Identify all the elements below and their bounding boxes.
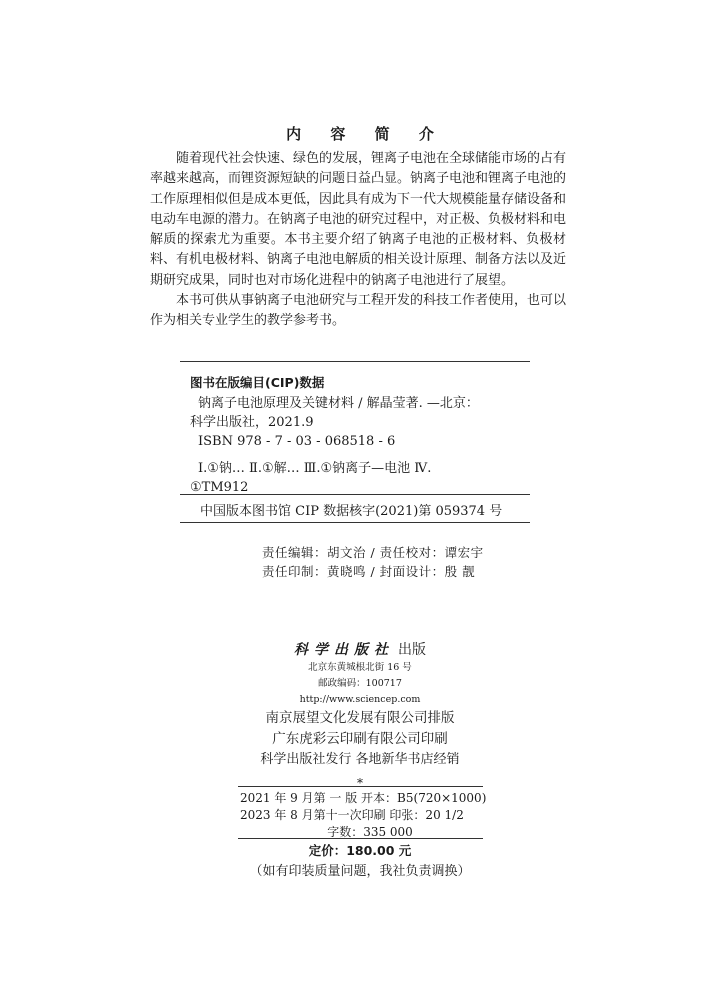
cip-line: ①TM912 bbox=[190, 480, 249, 495]
publisher-address: 北京东黄城根北街 16 号 bbox=[308, 662, 412, 673]
intro-section bbox=[150, 149, 566, 332]
distribution: 科学出版社发行 各地新华书店经销 bbox=[260, 752, 460, 767]
publisher-postcode: 邮政编码：100717 bbox=[318, 678, 402, 689]
edition-info: 2021 年 9 月第 一 版 开本：B5(720×1000) bbox=[240, 791, 487, 805]
page-title: 内 容 简 介 bbox=[286, 125, 446, 143]
publisher-suffix: 出版 bbox=[398, 642, 426, 658]
publisher-logo-text: 科学出版社 bbox=[294, 642, 394, 658]
publisher-block bbox=[0, 640, 720, 792]
credits-line: 责任编辑：胡文治 / 责任校对：谭宏宇 bbox=[262, 545, 484, 560]
printer: 广东虎彩云印刷有限公司印刷 bbox=[272, 731, 448, 747]
credits-line: 责任印制：黄晓鸣 / 封面设计：殷 靓 bbox=[262, 564, 476, 579]
specs-top-divider bbox=[238, 786, 483, 787]
separator-star: * bbox=[357, 776, 363, 790]
cip-heading: 图书在版编目(CIP)数据 bbox=[190, 375, 325, 390]
cip-line: 科学出版社，2021.9 bbox=[190, 415, 314, 430]
intro-paragraph: 本书可供从事钠离子电池研究与工程开发的科技工作者使用，也可以作为相关专业学生的教学参考书。 bbox=[150, 293, 567, 329]
price: 定价：180.00 元 bbox=[308, 843, 412, 858]
publisher-name bbox=[0, 640, 720, 660]
quality-notice: （如有印装质量问题，我社负责调换） bbox=[249, 864, 471, 879]
specs-block bbox=[240, 790, 500, 841]
word-count: 字数：335 000 bbox=[327, 825, 413, 839]
cip-middle-divider bbox=[180, 494, 530, 495]
intro-paragraph: 随着现代社会快速、绿色的发展，锂离子电池在全球储能市场的占有率越来越高，而锂资源短缺的问题日益凸显。钠离子电池和锂离子电池的工作原理相似但是成本更低，因此具有成为下一代大规模能量存储设备和电动车电源的潜力。在钠离子电池的研究过程中，对正极、负极材料和电解质的探索尤为重要。本书主要介绍了钠离子电池的正极材料、负极材料、有机电极材料、钠离子电池电解质的相关设计原理、制备方法以及近期研究成果，同时也对市场化进程中的钠离子电池进行了展望。 bbox=[150, 151, 567, 288]
editor-credits bbox=[262, 543, 484, 581]
cip-line: ISBN 978 - 7 - 03 - 068518 - 6 bbox=[198, 434, 396, 449]
cip-bottom-divider bbox=[180, 522, 530, 523]
publisher-website: http://www.sciencep.com bbox=[299, 694, 421, 705]
cip-verify-number: 中国版本图书馆 CIP 数据核字(2021)第 059374 号 bbox=[200, 504, 503, 519]
cip-line: 钠离子电池原理及关键材料 / 解晶莹著. —北京： bbox=[198, 396, 479, 411]
specs-bottom-divider bbox=[238, 838, 483, 839]
typesetter: 南京展望文化发展有限公司排版 bbox=[265, 710, 455, 726]
cip-block bbox=[190, 373, 530, 497]
printing-info: 2023 年 8 月第十一次印刷 印张：20 1/2 bbox=[240, 808, 464, 822]
cip-line: Ⅰ.①钠… Ⅱ.①解… Ⅲ.①钠离子—电池 Ⅳ. bbox=[198, 461, 432, 476]
cip-top-divider bbox=[180, 361, 530, 362]
